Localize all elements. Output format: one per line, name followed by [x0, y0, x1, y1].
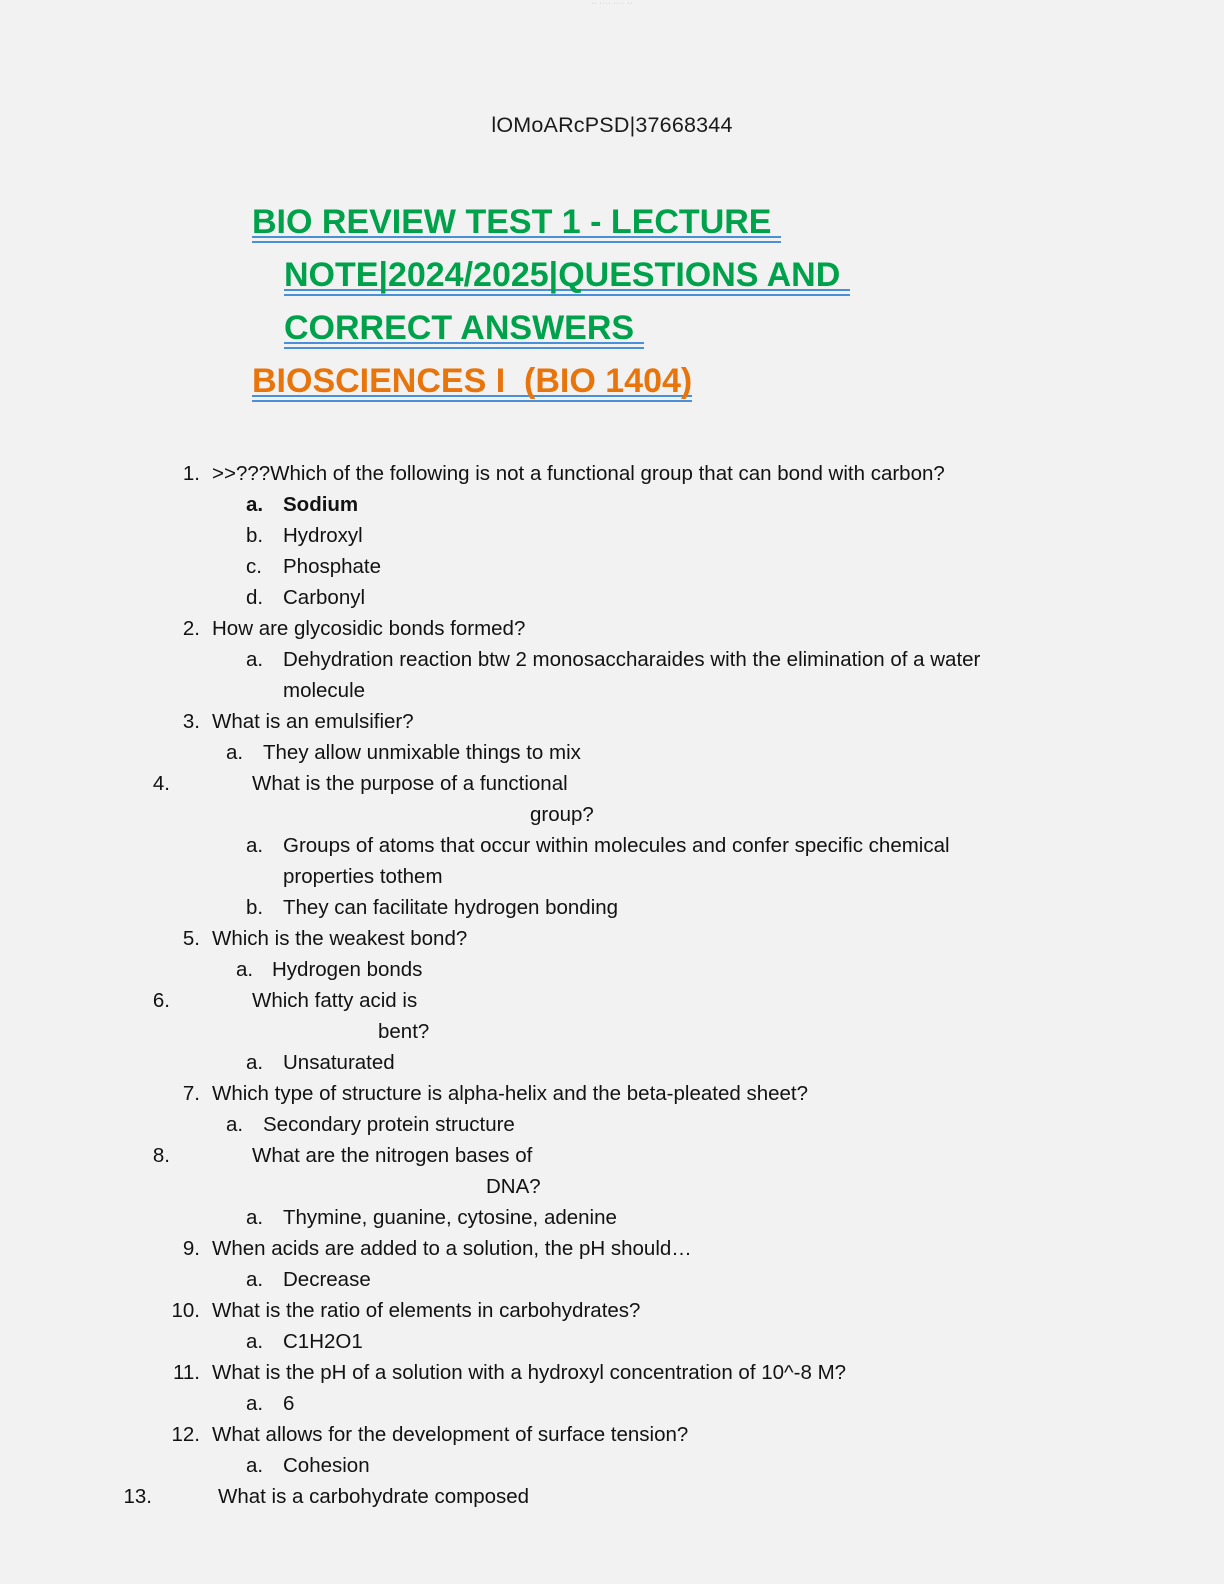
- question-item: [0, 1140, 1224, 1171]
- question-text: How are glycosidic bonds formed?: [212, 617, 526, 640]
- answer-item: [0, 551, 1224, 582]
- question-number: 9.: [182, 1237, 200, 1260]
- answer-letter: a.: [226, 1113, 244, 1136]
- question-item: [0, 706, 1224, 737]
- answer-text: Unsaturated: [283, 1051, 395, 1074]
- answer-item: [0, 737, 1224, 768]
- document-id-watermark: lOMoARcPSD|37668344: [491, 113, 733, 137]
- title-line-1: BIO REVIEW TEST 1 - LECTURE: [0, 196, 1224, 249]
- answer-item: [0, 582, 1224, 613]
- answer-item: [0, 1450, 1224, 1481]
- answer-letter: b.: [246, 524, 264, 547]
- answer-letter: a.: [246, 493, 264, 516]
- question-text: When acids are added to a solution, the pH should…: [212, 1237, 692, 1260]
- answer-text: They allow unmixable things to mix: [263, 741, 581, 764]
- answer-text: Sodium: [283, 493, 359, 516]
- answer-text: Secondary protein structure: [263, 1113, 515, 1136]
- answer-item: [0, 489, 1224, 520]
- answer-item: [0, 1326, 1224, 1357]
- answer-item: [0, 892, 1224, 923]
- answer-text: Decrease: [283, 1268, 371, 1291]
- question-item: [0, 1419, 1224, 1450]
- document-title: [0, 196, 1224, 408]
- question-text: What is the purpose of a functional: [252, 772, 568, 795]
- question-text: What is the pH of a solution with a hydroxyl concentration of 10^-8 M?: [212, 1361, 847, 1384]
- question-text: Which fatty acid is: [252, 989, 418, 1012]
- answer-text: Hydroxyl: [283, 524, 363, 547]
- answer-text: They can facilitate hydrogen bonding: [283, 896, 619, 919]
- answer-letter: a.: [246, 1051, 264, 1074]
- answer-item: [0, 954, 1224, 985]
- answer-letter: a.: [246, 1206, 264, 1229]
- answer-letter: a.: [236, 958, 254, 981]
- question-item: [0, 613, 1224, 644]
- question-item: [0, 1078, 1224, 1109]
- answer-text: Carbonyl: [283, 586, 366, 609]
- question-number: 12.: [171, 1423, 200, 1446]
- answer-letter: d.: [246, 586, 264, 609]
- answer-text: Phosphate: [283, 555, 382, 578]
- answer-item: [0, 830, 1224, 892]
- title-line-2: NOTE|2024/2025|QUESTIONS AND: [0, 249, 1224, 302]
- answer-letter: a.: [246, 834, 264, 857]
- question-number: 7.: [182, 1082, 200, 1105]
- question-text-fragment: bent?: [378, 1020, 430, 1043]
- answer-text: Hydrogen bonds: [272, 958, 423, 981]
- answer-item: [0, 1388, 1224, 1419]
- question-number: 4.: [152, 772, 170, 795]
- question-number: 5.: [182, 927, 200, 950]
- question-item: [0, 985, 1224, 1016]
- question-number: 3.: [182, 710, 200, 733]
- question-text: What are the nitrogen bases of: [252, 1144, 533, 1167]
- question-item: [0, 1357, 1224, 1388]
- answer-letter: a.: [246, 1330, 264, 1353]
- answer-item: [0, 644, 1224, 706]
- question-text: >>???Which of the following is not a functional group that can bond with carbon?: [212, 462, 945, 485]
- answer-text: Dehydration reaction btw 2 monosaccharaides with the elimination of a water molecule: [283, 648, 981, 702]
- answer-item: [0, 1047, 1224, 1078]
- question-text: Which is the weakest bond?: [212, 927, 468, 950]
- answer-letter: c.: [246, 555, 262, 578]
- question-number: 6.: [152, 989, 170, 1012]
- answer-text: Thymine, guanine, cytosine, adenine: [283, 1206, 617, 1229]
- answer-item: [0, 1109, 1224, 1140]
- question-text: What is an emulsifier?: [212, 710, 414, 733]
- question-item: [0, 923, 1224, 954]
- question-number: 1.: [182, 462, 200, 485]
- answer-text: Groups of atoms that occur within molecules and confer specific chemical properties tothem: [283, 834, 950, 888]
- answer-letter: a.: [226, 741, 244, 764]
- answer-text: Cohesion: [283, 1454, 370, 1477]
- question-text: Which type of structure is alpha-helix and the beta-pleated sheet?: [212, 1082, 808, 1105]
- answer-item: [0, 1202, 1224, 1233]
- clipped-header-artifact: ·· ···· ···· ··: [591, 0, 633, 7]
- question-number: 11.: [173, 1361, 200, 1384]
- answer-text: C1H2O1: [283, 1330, 363, 1353]
- answer-item: [0, 520, 1224, 551]
- answer-text: 6: [283, 1392, 295, 1415]
- question-number: 13.: [123, 1485, 152, 1508]
- title-line-4: BIOSCIENCES I (BIO 1404): [0, 355, 1224, 408]
- question-number: 8.: [152, 1144, 170, 1167]
- answer-letter: a.: [246, 1392, 264, 1415]
- question-text: What allows for the development of surface tension?: [212, 1423, 689, 1446]
- title-line-3: CORRECT ANSWERS: [0, 302, 1224, 355]
- answer-letter: a.: [246, 1268, 264, 1291]
- question-item: [0, 1233, 1224, 1264]
- question-text: What is the ratio of elements in carbohydrates?: [212, 1299, 641, 1322]
- question-item: [0, 1481, 1224, 1512]
- question-text-fragment: group?: [530, 803, 594, 826]
- answer-letter: b.: [246, 896, 264, 919]
- question-item: [0, 1295, 1224, 1326]
- question-number: 10.: [171, 1299, 200, 1322]
- question-text-fragment: DNA?: [486, 1175, 541, 1198]
- answer-item: [0, 1264, 1224, 1295]
- question-item: [0, 458, 1224, 489]
- question-list: [0, 458, 1224, 1512]
- answer-letter: a.: [246, 1454, 264, 1477]
- question-item: [0, 768, 1224, 799]
- answer-letter: a.: [246, 648, 264, 671]
- question-number: 2.: [182, 617, 200, 640]
- question-text: What is a carbohydrate composed: [218, 1485, 530, 1508]
